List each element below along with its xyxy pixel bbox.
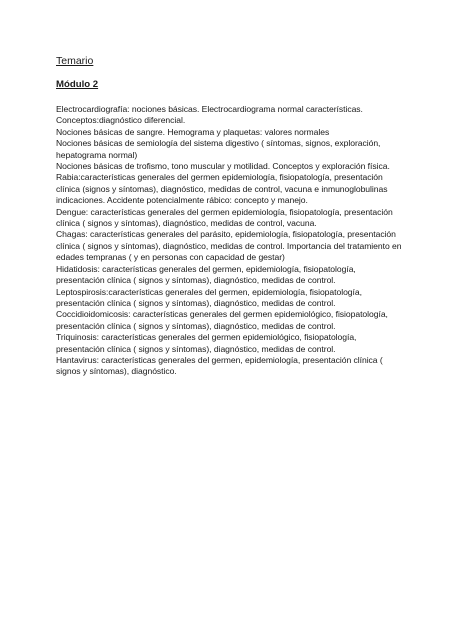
- topic-item: Nociones básicas de semiología del sistema digestivo ( síntomas, signos, exploración, hepatograma normal): [56, 138, 381, 160]
- topic-item: Nociones básicas de trofismo, tono muscular y motilidad. Conceptos y exploración física.: [56, 161, 390, 172]
- document-content: [56, 55, 406, 378]
- module-heading: Módulo 2: [56, 79, 99, 90]
- document-title: Temario: [56, 55, 94, 67]
- topic-list: [56, 104, 406, 378]
- topic-item: Conceptos:diagnóstico diferencial.: [56, 115, 186, 126]
- topic-item: Hidatidosis: características generales del germen, epidemiología, fisiopatología, presentación clínica ( signos y síntomas), diagnóstico, medidas de control.: [56, 263, 356, 286]
- topic-item: Leptospirosis:características generales del germen, epidemiología, fisiopatología, presentación clínica ( signos y síntomas), diagnóstico, medidas de control.: [56, 286, 362, 308]
- topic-item: Hantavirus: características generales del germen, epidemiología, presentación clínica ( signos y síntomas), diagnóstico.: [56, 354, 383, 377]
- topic-item: Coccidioidomicosis: características generales del germen epidemiológico, fisiopatología, presentación clínica ( signos y síntomas), diagnóstico, medidas de control.: [56, 309, 388, 331]
- topic-item: Electrocardiografía: nociones básicas. Electrocardiograma normal características.: [56, 104, 363, 114]
- topic-item: Nociones básicas de sangre. Hemograma y plaquetas: valores normales: [56, 126, 330, 137]
- topic-item: Chagas: características generales del parásito, epidemiología, fisiopatología, presentación clínica ( signos y síntomas), diagnóstico, medidas de control. Importancia del tratamiento en edades tempranas ( y en personas con capacidad de gestar): [56, 229, 402, 263]
- topic-item: Triquinosis: características generales del germen epidemiológico, fisiopatología, presentación clínica ( signos y síntomas), diagnóstico, medidas de control.: [56, 332, 357, 354]
- topic-item: Rabia:características generales del germen epidemiología, fisiopatología, presentación clínica (signos y síntomas), diagnóstico, medidas de control, vacuna e inmunoglobulinas indicaciones. Accidente potencialmente rábico: concepto y manejo.: [56, 172, 388, 206]
- topic-item: Dengue: características generales del germen epidemiología, fisiopatología, presentación clínica ( signos y síntomas), diagnóstico, medidas de control, vacuna.: [56, 206, 393, 229]
